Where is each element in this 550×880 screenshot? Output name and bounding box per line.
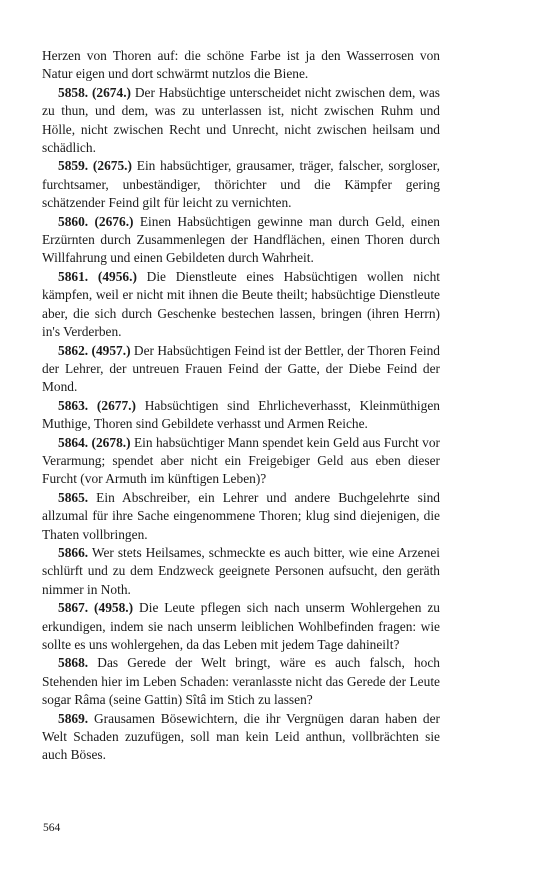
entry-5858 <box>42 84 440 158</box>
entry-text: Die Dienstleute eines Habsüchtigen wollen nicht kämpfen, weil er nicht mit ihnen die Beute theilt; habsüchtige Dienstleute aber, die sich durch Geschenke bestechen lassen, bringen (ihren Herrn) in's Verderben. <box>42 268 440 340</box>
entry-number: 5859. (2675.) <box>58 158 132 174</box>
entry-number: 5866. <box>58 544 89 560</box>
entry-number: 5867. (4958.) <box>58 600 134 616</box>
entry-text: Ein Abschreiber, ein Lehrer und andere Buchgelehrte sind allzumal für ihre Sache eingenommene Thoren; klug sind diejenigen, die Thaten vollbringen. <box>42 489 440 542</box>
entry-5863 <box>42 397 440 434</box>
entry-5862 <box>42 342 440 397</box>
entry-number: 5865. <box>58 489 89 505</box>
entry-text: Habsüchtigen sind Ehrlicheverhasst, Kleinmüthigen Muthige, Thoren sind Gebildete verhasst und Armen Reiche. <box>42 397 440 432</box>
entry-text: Der Habsüchtige unterscheidet nicht zwischen dem, was zu thun, und dem, was zu unterlassen ist, nicht zwischen Ruhm und Hölle, nicht zwischen Recht und Unrecht, nicht zwischen heilsam und schädlich. <box>42 84 440 156</box>
entry-5865 <box>42 489 440 544</box>
entry-number: 5860. (2676.) <box>58 213 134 229</box>
entry-5859 <box>42 157 440 212</box>
entry-5866 <box>42 544 440 599</box>
entry-number: 5858. (2674.) <box>58 84 131 100</box>
entry-text: Einen Habsüchtigen gewinne man durch Geld, einen Erzürnten durch Zusammenlegen der Handflächen, einen Thoren durch Willfahrung und einen Gebildeten durch Wahrheit. <box>42 213 440 266</box>
entry-number: 5861. (4956.) <box>58 268 137 284</box>
page-number: 564 <box>43 822 61 834</box>
page-body <box>42 47 440 765</box>
entry-text: Wer stets Heilsames, schmeckte es auch bitter, wie eine Arzenei schlürft und zu dem Endzweck geeignete Personen aufsucht, den geräth nimmer in Noth. <box>42 544 440 597</box>
entry-5864 <box>42 434 440 489</box>
entry-number: 5869. <box>58 710 89 726</box>
entry-number: 5863. (2677.) <box>58 397 136 413</box>
entry-number: 5868. <box>58 655 89 671</box>
entry-5860 <box>42 213 440 268</box>
entry-5861 <box>42 268 440 342</box>
entry-number: 5862. (4957.) <box>58 342 131 358</box>
entry-number: 5864. (2678.) <box>58 434 131 450</box>
entry-text: Die Leute pflegen sich nach unserm Wohlergehen zu erkundigen, indem sie nach unserm leiblichen Wohlbefinden fragen: wie sollte es uns wohlergehen, da das Leben mit jedem Tage dahineilt? <box>42 600 440 652</box>
entry-text: Ein habsüchtiger, grausamer, träger, falscher, sorgloser, furchtsamer, unbeständiger, thörichter und die Kämpfer gering schätzender Feind gilt für leicht zu vernichten. <box>42 158 440 211</box>
entry-text: Grausamen Bösewichtern, die ihr Vergnügen daran haben der Welt Schaden zuzufügen, soll man kein Leid anthun, vollbrächten sie auch Böses. <box>42 710 440 763</box>
entry-text: Der Habsüchtigen Feind ist der Bettler, der Thoren Feind der Lehrer, der untreuen Frauen Feind der Gatte, der Diebe Feind der Mond. <box>42 342 440 395</box>
entry-text: Ein habsüchtiger Mann spendet kein Geld aus Furcht vor Verarmung; spendet aber nicht ein Freigebiger Geld aus eben dieser Furcht (vor Armuth im künftigen Leben)? <box>42 434 440 487</box>
entry-5868 <box>42 654 440 709</box>
entry-text: Das Gerede der Welt bringt, wäre es auch falsch, hoch Stehenden hier im Leben Schaden: veranlasste nicht das Gerede der Leute sogar Râma (seine Gattin) Sîtâ im Stich zu lassen? <box>42 655 441 708</box>
entry-5869 <box>42 710 440 765</box>
entry-5867 <box>42 599 440 654</box>
continuation-paragraph: Herzen von Thoren auf: die schöne Farbe ist ja den Wasserrosen von Natur eigen und dort schwärmt nutzlos die Biene. <box>42 48 440 82</box>
